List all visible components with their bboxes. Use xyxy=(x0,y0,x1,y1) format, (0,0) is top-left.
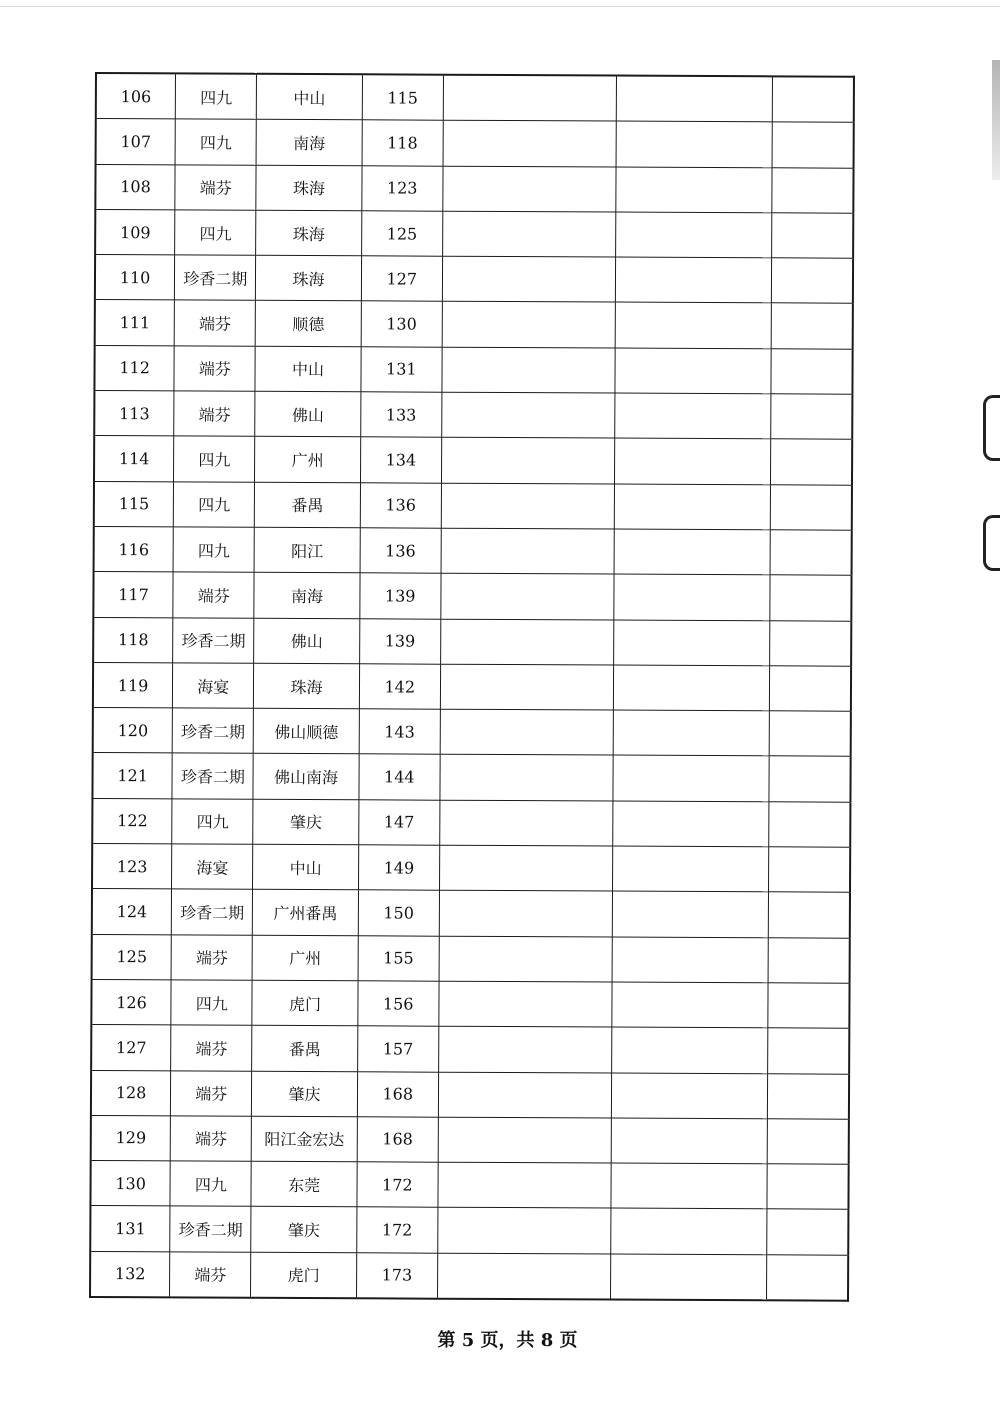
value-cell: 150 xyxy=(358,890,439,936)
table-row xyxy=(95,300,853,349)
category-cell: 端芬 xyxy=(174,346,255,392)
seal-fragment xyxy=(983,395,1000,461)
blank-cell xyxy=(614,574,770,620)
location-cell: 顺德 xyxy=(256,301,361,347)
table-row xyxy=(94,481,852,530)
location-cell: 番禺 xyxy=(255,482,360,528)
blank-cell xyxy=(441,573,615,619)
category-cell: 四九 xyxy=(173,482,254,528)
location-cell: 佛山南海 xyxy=(253,754,358,800)
blank-cell xyxy=(766,1209,848,1255)
category-cell: 四九 xyxy=(173,527,254,573)
row-number-cell: 107 xyxy=(96,119,176,165)
page-footer xyxy=(0,1326,1000,1352)
row-number-cell: 129 xyxy=(91,1115,171,1161)
blank-cell xyxy=(770,484,852,530)
blank-cell xyxy=(441,528,615,574)
blank-cell xyxy=(443,75,617,122)
blank-cell xyxy=(440,619,614,665)
value-cell: 144 xyxy=(359,754,440,800)
category-cell: 海宴 xyxy=(173,663,254,709)
table-row xyxy=(92,798,850,847)
table-row xyxy=(95,255,853,304)
data-table xyxy=(89,72,855,1302)
value-cell: 130 xyxy=(361,301,442,347)
blank-cell xyxy=(767,1119,849,1165)
blank-cell xyxy=(770,439,852,485)
blank-cell xyxy=(611,1163,767,1209)
row-number-cell: 122 xyxy=(92,798,172,844)
table-row xyxy=(92,753,850,802)
blank-cell xyxy=(441,438,615,484)
row-number-cell: 132 xyxy=(90,1251,170,1297)
blank-cell xyxy=(771,349,853,395)
blank-cell xyxy=(772,167,854,213)
location-cell: 珠海 xyxy=(254,663,359,709)
row-number-cell: 109 xyxy=(95,209,175,255)
location-cell: 南海 xyxy=(254,573,359,619)
row-number-cell: 127 xyxy=(91,1025,171,1071)
value-cell: 147 xyxy=(358,800,439,846)
value-cell: 157 xyxy=(357,1026,438,1072)
table-row xyxy=(94,345,852,394)
table-row xyxy=(95,209,853,258)
blank-cell xyxy=(768,802,850,848)
row-number-cell: 121 xyxy=(92,753,172,799)
location-cell: 广州番禺 xyxy=(253,890,358,936)
value-cell: 127 xyxy=(361,256,442,302)
location-cell: 珠海 xyxy=(256,165,361,211)
row-number-cell: 126 xyxy=(91,979,171,1025)
location-cell: 中山 xyxy=(253,844,358,890)
category-cell: 端芬 xyxy=(175,164,256,210)
blank-cell xyxy=(612,982,768,1028)
category-cell: 珍香二期 xyxy=(175,255,256,301)
blank-cell xyxy=(772,122,854,168)
row-number-cell: 111 xyxy=(95,300,175,346)
blank-cell xyxy=(437,1253,611,1300)
category-cell: 端芬 xyxy=(174,300,255,346)
category-cell: 端芬 xyxy=(170,1116,251,1162)
table-row xyxy=(90,1251,848,1301)
blank-cell xyxy=(772,76,854,122)
location-cell: 广州 xyxy=(252,935,357,981)
blank-cell xyxy=(440,664,614,710)
value-cell: 173 xyxy=(356,1253,437,1299)
value-cell: 172 xyxy=(357,1162,438,1208)
value-cell: 172 xyxy=(356,1207,437,1253)
row-number-cell: 112 xyxy=(94,345,174,391)
table-row xyxy=(92,889,850,938)
category-cell: 端芬 xyxy=(171,1070,252,1116)
row-number-cell: 117 xyxy=(93,572,173,618)
category-cell: 四九 xyxy=(171,980,252,1026)
row-number-cell: 128 xyxy=(91,1070,171,1116)
row-number-cell: 130 xyxy=(90,1161,170,1207)
category-cell: 四九 xyxy=(175,210,256,256)
blank-cell xyxy=(442,256,616,302)
blank-cell xyxy=(615,348,771,394)
blank-cell xyxy=(614,665,770,711)
row-number-cell: 110 xyxy=(95,255,175,301)
blank-cell xyxy=(613,891,769,937)
value-cell: 115 xyxy=(362,74,443,120)
category-cell: 珍香二期 xyxy=(172,753,253,799)
category-cell: 端芬 xyxy=(174,391,255,437)
blank-cell xyxy=(616,121,772,167)
value-cell: 134 xyxy=(360,437,441,483)
location-cell: 中山 xyxy=(255,346,360,392)
blank-cell xyxy=(612,937,768,983)
blank-cell xyxy=(441,483,615,529)
location-cell: 南海 xyxy=(256,120,361,166)
location-cell: 珠海 xyxy=(256,255,361,301)
row-number-cell: 115 xyxy=(94,481,174,527)
table-row xyxy=(96,73,854,123)
category-cell: 四九 xyxy=(172,799,253,845)
value-cell: 136 xyxy=(360,482,441,528)
blank-cell xyxy=(438,1117,612,1163)
category-cell: 端芬 xyxy=(173,572,254,618)
table-row xyxy=(94,436,852,485)
category-cell: 珍香二期 xyxy=(172,708,253,754)
blank-cell xyxy=(442,302,616,348)
table-row xyxy=(90,1206,848,1255)
table-row xyxy=(93,662,851,711)
table-row xyxy=(94,526,852,575)
blank-cell xyxy=(615,438,771,484)
blank-cell xyxy=(440,709,614,755)
blank-cell xyxy=(443,120,617,166)
location-cell: 佛山 xyxy=(254,618,359,664)
blank-cell xyxy=(771,213,853,259)
row-number-cell: 118 xyxy=(93,617,173,663)
blank-cell xyxy=(771,258,853,304)
category-cell: 四九 xyxy=(174,436,255,482)
category-cell: 珍香二期 xyxy=(173,617,254,663)
row-number-cell: 106 xyxy=(96,73,176,119)
blank-cell xyxy=(439,845,613,891)
blank-cell xyxy=(615,393,771,439)
table-row xyxy=(92,844,850,893)
blank-cell xyxy=(617,76,773,123)
category-cell: 端芬 xyxy=(171,1025,252,1071)
blank-cell xyxy=(769,666,851,712)
table-row xyxy=(91,979,849,1028)
scan-edge-shadow xyxy=(992,60,1000,180)
blank-cell xyxy=(440,755,614,801)
blank-cell xyxy=(613,846,769,892)
table-row xyxy=(93,708,851,757)
table-row xyxy=(91,1070,849,1119)
value-cell: 139 xyxy=(360,573,441,619)
location-cell: 中山 xyxy=(257,74,362,120)
table-row xyxy=(92,934,850,983)
blank-cell xyxy=(616,257,772,303)
blank-cell xyxy=(770,394,852,440)
blank-cell xyxy=(612,1027,768,1073)
blank-cell xyxy=(769,711,851,757)
blank-cell xyxy=(615,303,771,349)
blank-cell xyxy=(439,891,613,937)
value-cell: 168 xyxy=(357,1117,438,1163)
value-cell: 131 xyxy=(361,347,442,393)
blank-cell xyxy=(613,801,769,847)
seal-fragment xyxy=(983,515,1000,571)
blank-cell xyxy=(612,1118,768,1164)
location-cell: 肇庆 xyxy=(251,1207,356,1253)
table-row xyxy=(91,1115,849,1164)
value-cell: 168 xyxy=(357,1071,438,1117)
value-cell: 156 xyxy=(358,981,439,1027)
blank-cell xyxy=(768,892,850,938)
blank-cell xyxy=(767,1028,849,1074)
location-cell: 虎门 xyxy=(252,980,357,1026)
blank-cell xyxy=(767,1073,849,1119)
blank-cell xyxy=(771,303,853,349)
table-row xyxy=(94,391,852,440)
row-number-cell: 113 xyxy=(94,391,174,437)
table-row xyxy=(91,1025,849,1074)
location-cell: 广州 xyxy=(255,437,360,483)
table-row xyxy=(93,572,851,621)
table-row xyxy=(96,119,854,168)
blank-cell xyxy=(614,620,770,666)
table-row xyxy=(90,1161,848,1210)
blank-cell xyxy=(438,1072,612,1118)
blank-cell xyxy=(768,937,850,983)
value-cell: 149 xyxy=(358,845,439,891)
blank-cell xyxy=(613,710,769,756)
location-cell: 阳江金宏达 xyxy=(252,1116,357,1162)
scan-top-edge xyxy=(0,0,1000,7)
value-cell: 136 xyxy=(360,528,441,574)
location-cell: 肇庆 xyxy=(253,799,358,845)
category-cell: 海宴 xyxy=(172,844,253,890)
blank-cell xyxy=(615,484,771,530)
category-cell: 端芬 xyxy=(170,1252,251,1298)
row-number-cell: 120 xyxy=(93,708,173,754)
blank-cell xyxy=(438,1026,612,1072)
blank-cell xyxy=(613,755,769,801)
location-cell: 东莞 xyxy=(251,1161,356,1207)
blank-cell xyxy=(616,167,772,213)
row-number-cell: 114 xyxy=(94,436,174,482)
blank-cell xyxy=(614,529,770,575)
table-body xyxy=(90,73,854,1301)
value-cell: 155 xyxy=(358,935,439,981)
table-row xyxy=(95,164,853,213)
blank-cell xyxy=(442,392,616,438)
category-cell: 珍香二期 xyxy=(170,1206,251,1252)
blank-cell xyxy=(766,1255,848,1301)
location-cell: 佛山顺德 xyxy=(254,708,359,754)
value-cell: 139 xyxy=(359,618,440,664)
row-number-cell: 123 xyxy=(92,844,172,890)
blank-cell xyxy=(769,620,851,666)
category-cell: 四九 xyxy=(175,73,256,119)
blank-cell xyxy=(616,212,772,258)
blank-cell xyxy=(611,1208,767,1254)
blank-cell xyxy=(770,530,852,576)
blank-cell xyxy=(768,983,850,1029)
category-cell: 端芬 xyxy=(171,935,252,981)
blank-cell xyxy=(438,1162,612,1208)
category-cell: 四九 xyxy=(175,119,256,165)
row-number-cell: 108 xyxy=(95,164,175,210)
blank-cell xyxy=(439,936,613,982)
row-number-cell: 116 xyxy=(94,526,174,572)
row-number-cell: 131 xyxy=(90,1206,170,1252)
blank-cell xyxy=(439,981,613,1027)
row-number-cell: 124 xyxy=(92,889,172,935)
value-cell: 123 xyxy=(361,165,442,211)
blank-cell xyxy=(438,1208,612,1254)
blank-cell xyxy=(442,211,616,257)
location-cell: 虎门 xyxy=(251,1252,356,1298)
row-number-cell: 125 xyxy=(92,934,172,980)
row-number-cell: 119 xyxy=(93,662,173,708)
blank-cell xyxy=(768,847,850,893)
blank-cell xyxy=(767,1164,849,1210)
location-cell: 佛山 xyxy=(255,391,360,437)
location-cell: 肇庆 xyxy=(252,1071,357,1117)
value-cell: 143 xyxy=(359,709,440,755)
table-row xyxy=(93,617,851,666)
blank-cell xyxy=(611,1254,767,1301)
blank-cell xyxy=(442,347,616,393)
category-cell: 珍香二期 xyxy=(171,889,252,935)
blank-cell xyxy=(612,1073,768,1119)
location-cell: 番禺 xyxy=(252,1026,357,1072)
location-cell: 珠海 xyxy=(256,210,361,256)
value-cell: 133 xyxy=(360,392,441,438)
value-cell: 142 xyxy=(359,664,440,710)
blank-cell xyxy=(443,166,617,212)
value-cell: 125 xyxy=(361,211,442,257)
value-cell: 118 xyxy=(362,120,443,166)
blank-cell xyxy=(770,575,852,621)
page-number: 第 5 页，共 8 页 xyxy=(437,1330,578,1351)
blank-cell xyxy=(769,756,851,802)
blank-cell xyxy=(440,800,614,846)
location-cell: 阳江 xyxy=(254,527,359,573)
category-cell: 四九 xyxy=(170,1161,251,1207)
